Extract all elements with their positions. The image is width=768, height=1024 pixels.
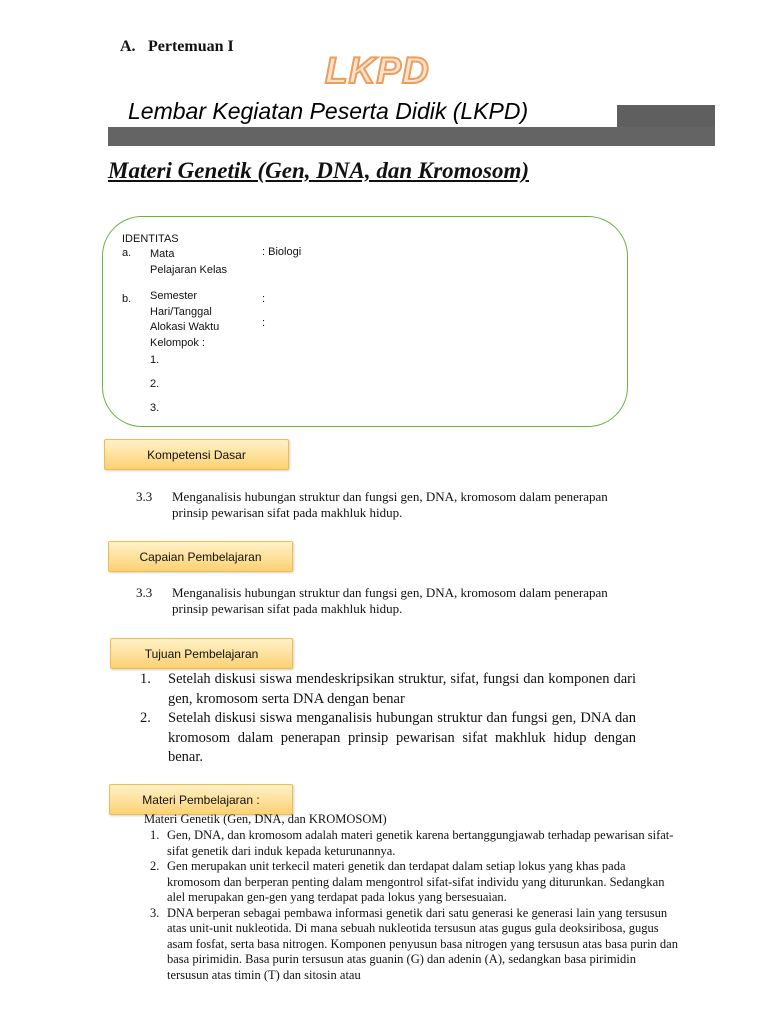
identity-pelajaran-kelas: Pelajaran Kelas (150, 264, 228, 276)
identity-group-3: 3. (150, 402, 160, 414)
materi-pembelajaran-label: Materi Pembelajaran : (109, 784, 293, 815)
tujuan-item-2-number: 2. (140, 710, 151, 726)
capaian-line-2: prinsip pewarisan sifat pada makhluk hidup. (172, 601, 403, 616)
kompetensi-dasar-label: Kompetensi Dasar (104, 439, 289, 470)
capaian-number: 3.3 (136, 585, 153, 600)
list-item (150, 859, 680, 906)
identity-kelompok: Kelompok : (150, 337, 206, 349)
identity-semester: Semester (150, 290, 198, 302)
kompetensi-number: 3.3 (136, 489, 153, 504)
meeting-label: Pertemuan I (148, 38, 234, 55)
meeting-heading (120, 38, 234, 56)
tujuan-item-1-text: Setelah diskusi siswa mendeskripsikan struktur, sifat, fungsi dan komponen dari gen, kromosom serta DNA dengan benar (168, 671, 636, 707)
identity-colon-2: : (262, 317, 266, 329)
banner-dark-block (617, 105, 715, 127)
list-item (140, 670, 636, 709)
identity-alokasi-waktu: Alokasi Waktu (150, 321, 220, 333)
identity-group-1: 1. (150, 354, 160, 366)
banner-title: Lembar Kegiatan Peserta Didik (LKPD) (128, 98, 529, 124)
materi-item-3-number: 3. (150, 905, 160, 920)
identity-hari-tanggal: Hari/Tanggal (150, 306, 212, 318)
materi-list (150, 828, 680, 983)
materi-heading: Materi Genetik (Gen, DNA, dan KROMOSOM) (144, 812, 387, 826)
banner-rule (108, 127, 715, 146)
materi-item-2-number: 2. (150, 859, 160, 873)
materi-item-3-text: DNA berperan sebagai pembawa informasi genetik dari satu generasi ke generasi lain yang tersusun atas unit-unit nukleotida. Di mana sebuah nukleotida tersusun atas gugus gula deoksiribosa, gugus asam fosfat, serta basa nitrogen. Komponen penyusun basa nitrogen yang tersusun atas basa purin dan basa pirimidin. Basa purin tersusun atas guanin (G) dan adenin (A), sedangkan basa pirimidin tersusun atas timin (T) dan sitosin atau (167, 905, 678, 982)
meeting-number: A. (120, 38, 136, 55)
kompetensi-line-1: Menganalisis hubungan struktur dan fungsi gen, DNA, kromosom dalam penerapan (172, 489, 608, 504)
list-item (150, 906, 680, 984)
identity-colon-1: : (262, 293, 266, 305)
materi-item-2-text: Gen merupakan unit terkecil materi genetik dan terdapat dalam setiap lokus yang khas pada kromosom dan berperan penting dalam mengontrol sifat-sifat individu yang diturunkan. Sedangkan alel merupakan gen-gen yang terdapat pada lokus yang bersesuaian. (167, 859, 665, 904)
list-item (140, 709, 636, 768)
tujuan-pembelajaran-label: Tujuan Pembelajaran (110, 638, 293, 669)
capaian-pembelajaran-label: Capaian Pembelajaran (108, 541, 293, 572)
identity-letter-b: b. (122, 293, 132, 305)
identity-subject-value: : Biologi (262, 246, 302, 258)
kompetensi-dasar-text (136, 489, 656, 521)
identity-group-2: 2. (150, 378, 160, 390)
lkpd-logo: LKPD (325, 50, 430, 91)
identity-heading: IDENTITAS (122, 233, 179, 245)
materi-item-1-text: Gen, DNA, dan kromosom adalah materi genetik karena bertanggungjawab terhadap pewarisan sifat-sifat genetik dari induk kepada keturunannya. (167, 828, 674, 858)
materi-item-1-number: 1. (150, 828, 160, 842)
identity-letter-a: a. (122, 247, 132, 259)
tujuan-list (140, 670, 636, 768)
list-item (150, 828, 680, 859)
capaian-pembelajaran-text (136, 585, 656, 617)
tujuan-item-2-text: Setelah diskusi siswa menganalisis hubungan struktur dan fungsi gen, DNA dan kromosom dalam penerapan prinsip pewarisan sifat makhluk hidup dengan benar. (168, 710, 636, 765)
identity-mata: Mata (150, 248, 175, 260)
capaian-line-1: Menganalisis hubungan struktur dan fungsi gen, DNA, kromosom dalam penerapan (172, 585, 608, 600)
tujuan-item-1-number: 1. (140, 671, 151, 687)
kompetensi-line-2: prinsip pewarisan sifat pada makhluk hidup. (172, 505, 403, 520)
subject-title: Materi Genetik (Gen, DNA, dan Kromosom) (108, 158, 530, 183)
